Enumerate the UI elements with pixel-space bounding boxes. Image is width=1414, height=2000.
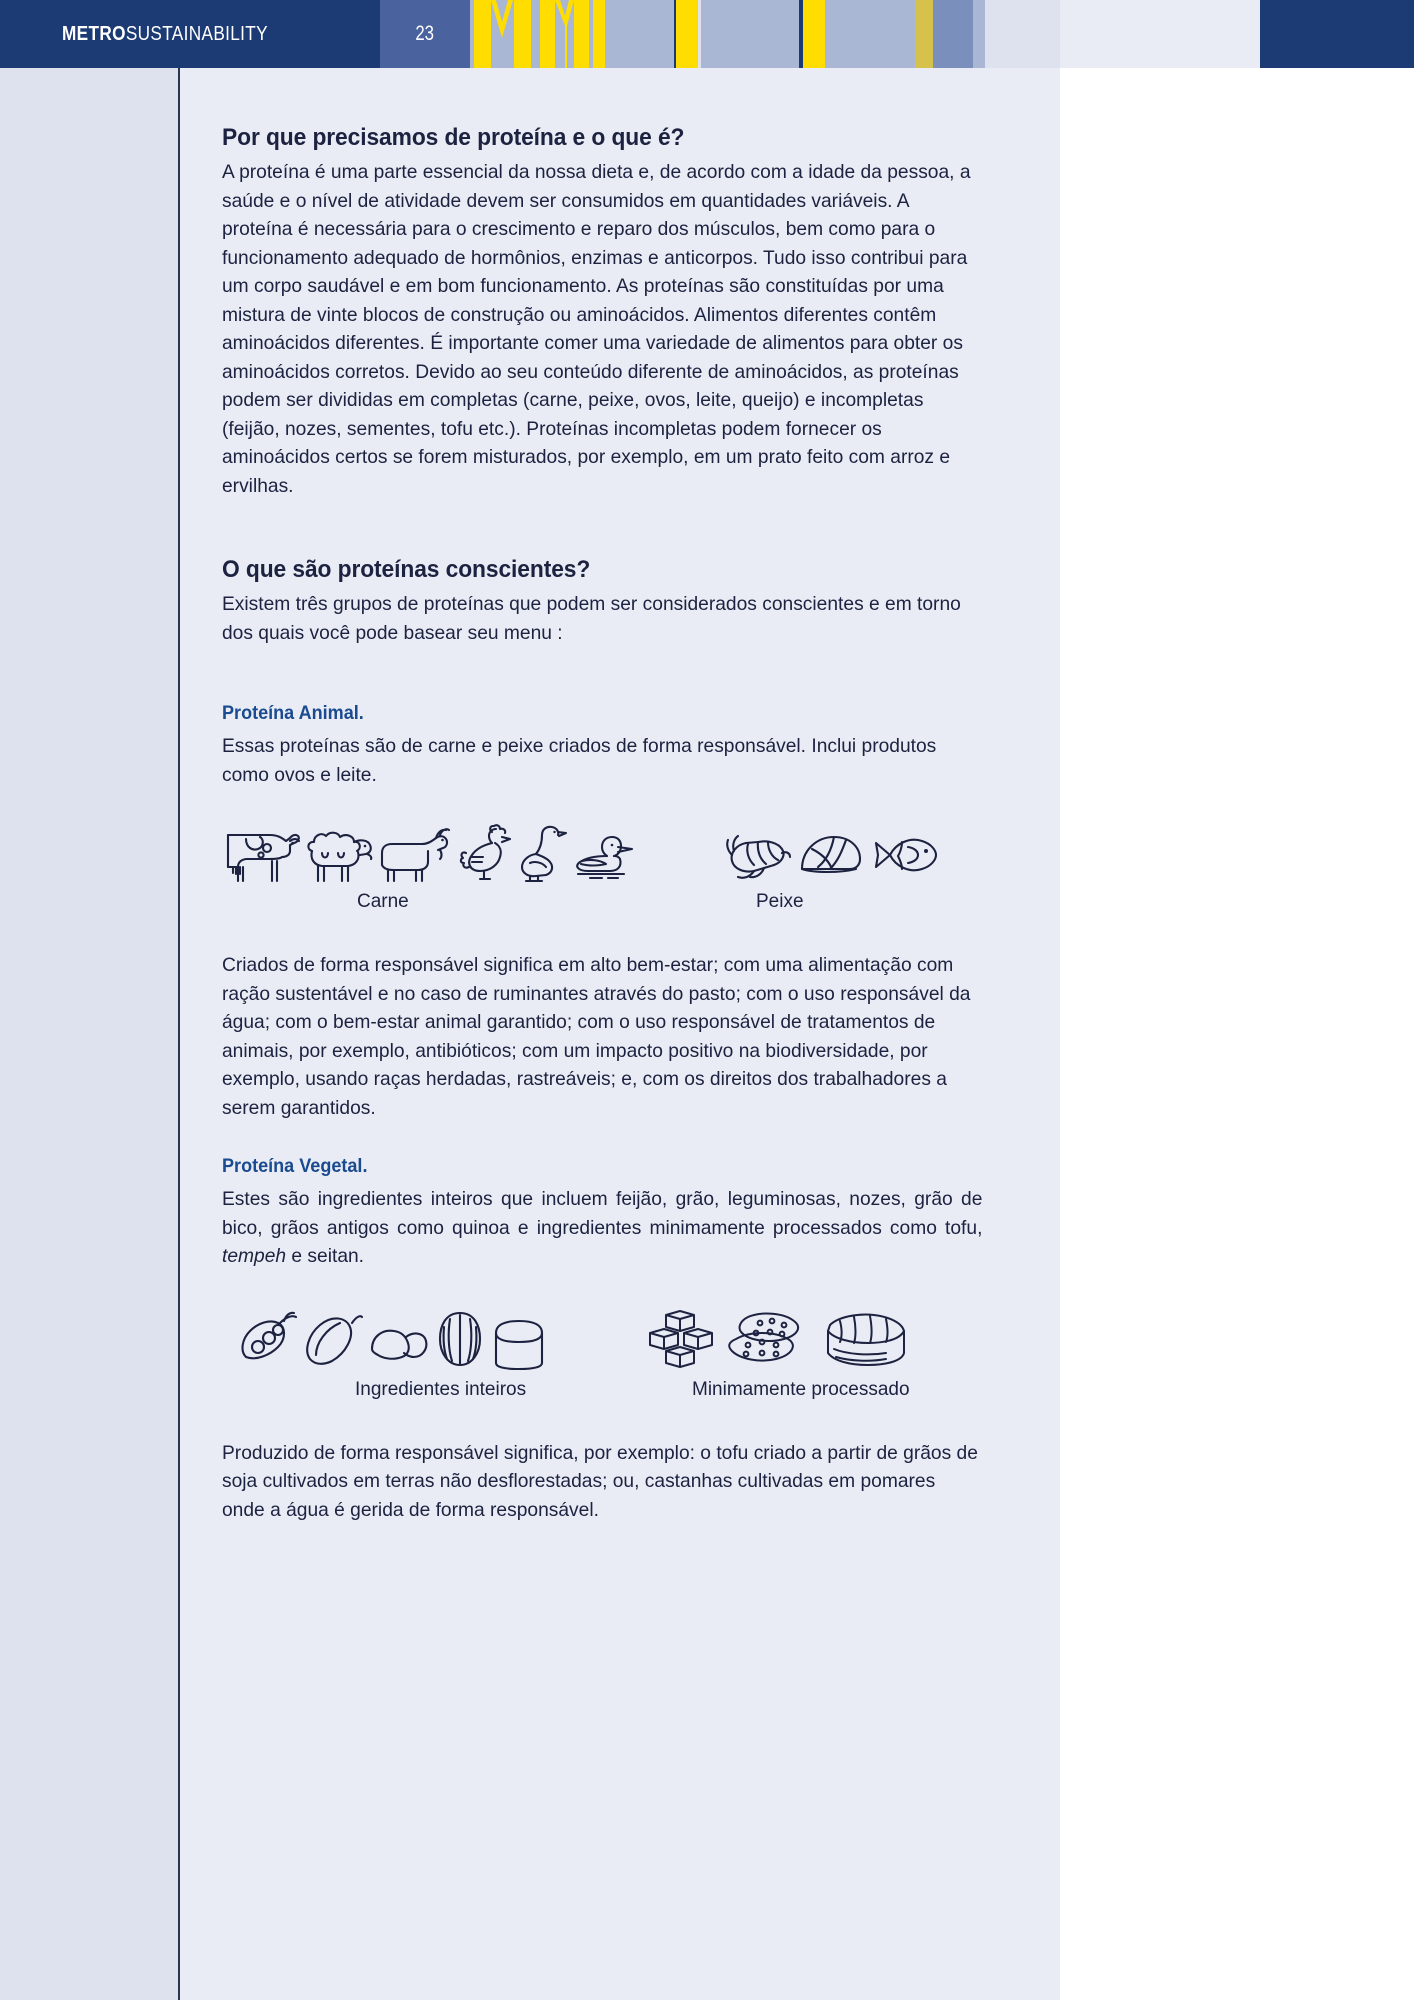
left-margin-band <box>0 68 178 2000</box>
tofu-block-icon <box>488 1315 550 1371</box>
processed-icon-group <box>646 1309 912 1371</box>
vegetal-body-part1: Estes são ingredientes inteiros que incluem feijão, grão, leguminosas, nozes, grão de bico, grãos antigos como quinoa e ingredientes minimamente processados como tofu, <box>222 1188 983 1239</box>
section-title-conscious-proteins: O que são proteínas conscientes? <box>222 556 591 583</box>
animal-icon-row <box>222 811 994 883</box>
document-content <box>222 68 994 1524</box>
header-stripe-10 <box>933 0 973 68</box>
tofu-cubes-icon <box>646 1309 720 1371</box>
vegetal-body-italic: tempeh <box>222 1245 287 1267</box>
vegetal-responsible-note: Produzido de forma responsável significa, por exemplo: o tofu criado a partir de grãos de soja cultivados em terras não desflorestadas; ou, castanhas cultivadas em pomares onde a água é gerida de forma responsável. <box>222 1441 978 1521</box>
bean-pod-icon <box>302 1309 364 1371</box>
section-title-protein-why: Por que precisamos de proteína e o que é? <box>222 124 685 151</box>
pecan-icon <box>434 1309 486 1371</box>
seitan-loaf-icon <box>816 1309 912 1371</box>
animal-caption-row <box>222 891 994 917</box>
subsection-title-animal-protein: Proteína Animal. <box>222 703 364 724</box>
page-number: 23 <box>415 22 435 45</box>
vegetal-caption-row <box>222 1379 994 1405</box>
shellfish-icon <box>794 825 866 883</box>
tempeh-slices-icon <box>722 1309 814 1371</box>
right-margin-band <box>1060 68 1414 2000</box>
shrimp-icon <box>724 825 792 883</box>
header-stripe-9 <box>915 0 933 68</box>
edamame-icon <box>236 1309 300 1371</box>
fish-icon <box>868 827 940 883</box>
animal-responsible-note: Criados de forma responsável significa em alto bem-estar; com uma alimentação com ração sustentável e no caso de ruminantes através do pasto; com o uso responsável da água; com o bem-estar animal garantido; com o uso responsável de tratamentos de animais, por exemplo, antibióticos; com um impacto positivo na biodiversidade, por exemplo, usando raças herdadas, rastreáveis; e, com os direitos dos trabalhadores a serem garantidos. <box>222 954 971 1119</box>
header-navy-right <box>1260 0 1414 68</box>
header-stripe-5 <box>701 0 799 68</box>
cow-icon <box>224 821 302 883</box>
caption-whole-ingredients: Ingredientes inteiros <box>355 1378 527 1400</box>
goat-icon <box>378 821 454 883</box>
whole-ingredients-icon-group <box>236 1309 550 1371</box>
goose-icon <box>516 821 570 883</box>
caption-fish: Peixe <box>756 891 804 912</box>
subsection-body-animal-protein: Essas proteínas são de carne e peixe criados de forma responsável. Inclui produtos como ovos e leite. <box>222 735 937 786</box>
duck-icon <box>572 821 650 883</box>
sheep-icon <box>304 821 376 883</box>
fish-icon-group <box>724 825 940 883</box>
page-header <box>0 0 1414 68</box>
header-stripe-13 <box>1060 0 1260 68</box>
header-stripe-11 <box>973 0 985 68</box>
brand-sustainability: SUSTAINABILITY <box>125 22 268 45</box>
header-stripe-12 <box>985 0 1060 68</box>
section-body-conscious-proteins: Existem três grupos de proteínas que podem ser considerados conscientes e em torno dos quais você pode basear seu menu : <box>222 593 961 644</box>
vegetal-body-part2: e seitan. <box>286 1245 365 1267</box>
chicken-icon <box>456 821 514 883</box>
header-stripe-1 <box>618 0 674 68</box>
caption-meat: Carne <box>357 891 409 912</box>
my-logo-icon <box>470 0 618 68</box>
vegetal-icon-row <box>222 1293 994 1371</box>
brand-metro: METRO <box>62 22 126 45</box>
meat-icon-group <box>224 821 650 883</box>
brand-wordmark <box>62 23 268 46</box>
my-letters-block <box>470 0 618 68</box>
subsection-title-vegetal-protein: Proteína Vegetal. <box>222 1156 368 1177</box>
cashew-icon <box>366 1315 432 1371</box>
subsection-body-vegetal-protein <box>222 1185 982 1271</box>
page-number-block <box>380 0 470 68</box>
section-body-protein-why: A proteína é uma parte essencial da nossa dieta e, de acordo com a idade da pessoa, a saúde e o nível de atividade devem ser consumidos em quantidades variáveis. A proteína é necessária para o crescimento e reparo dos músculos, bem como para o funcionamento adequado de hormônios, enzimas e anticorpos. Tudo isso contribui para um corpo saudável e em bom funcionamento. As proteínas são constituídas por uma mistura de vinte blocos de construção ou aminoácidos. Alimentos diferentes contêm aminoácidos diferentes. É importante comer uma variedade de alimentos para obter os aminoácidos corretos. Devido ao seu conteúdo diferente de aminoácidos, as proteínas podem ser divididas em completas (carne, peixe, ovos, leite, queijo) e incompletas (feijão, nozes, sementes, tofu etc.). Proteínas incompletas podem fornecer os aminoácidos certos se forem misturados, por exemplo, em um prato feito com arroz e ervilhas. <box>222 161 971 497</box>
caption-minimally-processed: Minimamente processado <box>692 1378 910 1400</box>
header-stripe-3 <box>676 0 698 68</box>
header-stripe-8 <box>825 0 915 68</box>
header-stripe-7 <box>803 0 825 68</box>
brand-block <box>0 0 380 68</box>
